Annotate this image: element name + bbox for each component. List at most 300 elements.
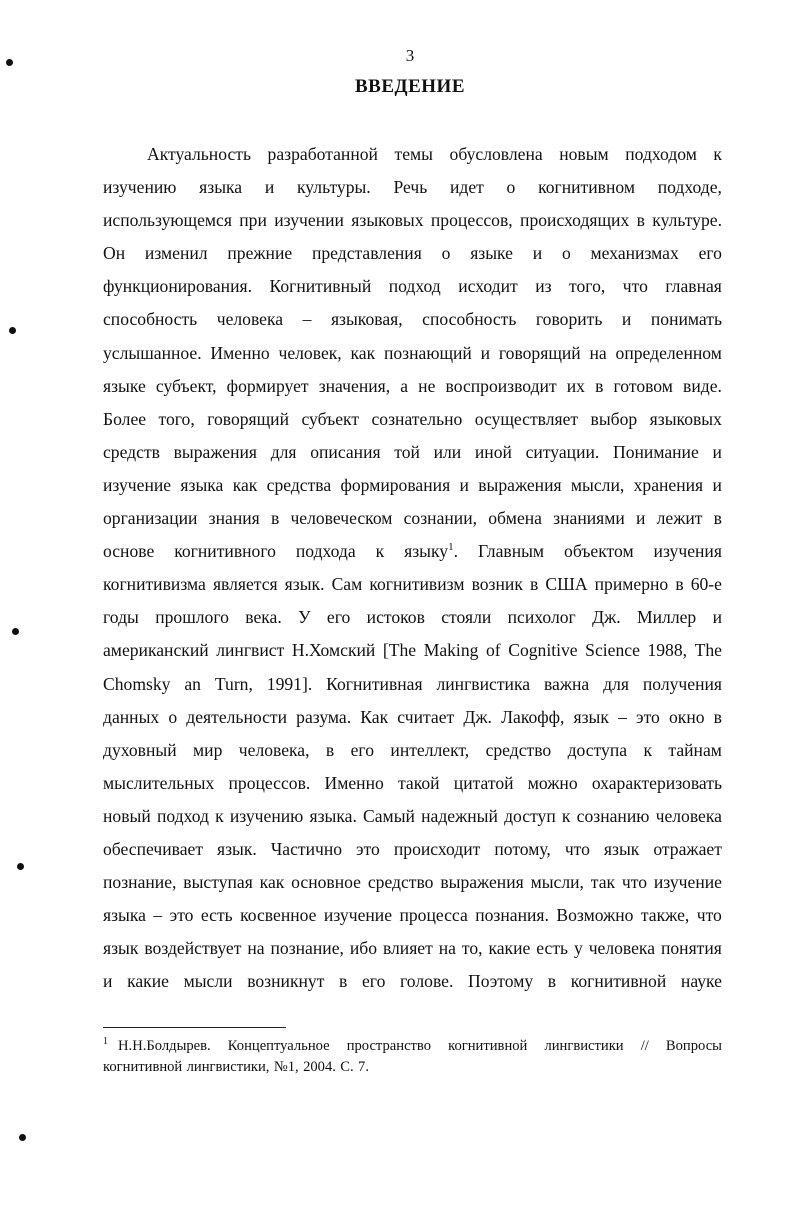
word: деятельности bbox=[186, 706, 288, 727]
word: обеспечивает bbox=[103, 838, 204, 859]
word: язык bbox=[603, 838, 640, 859]
page-number: 3 bbox=[405, 46, 415, 65]
word: не bbox=[418, 375, 436, 396]
word: для bbox=[603, 673, 629, 694]
word: изучение bbox=[653, 872, 722, 893]
word: к bbox=[713, 144, 722, 164]
word: разработанной bbox=[267, 144, 378, 164]
word: выражения bbox=[440, 872, 524, 893]
word: есть bbox=[200, 905, 233, 926]
word: основное bbox=[291, 872, 361, 893]
word: возник bbox=[471, 574, 523, 595]
word: познание, bbox=[270, 938, 344, 959]
word: Миллер bbox=[636, 607, 697, 628]
word: сознанию bbox=[576, 805, 650, 826]
word-text: Н.Н.Болдырев. bbox=[118, 1038, 211, 1054]
word: Речь bbox=[393, 177, 428, 198]
word: of bbox=[485, 640, 501, 661]
word: человека bbox=[216, 309, 284, 330]
word: говорящий bbox=[207, 408, 290, 429]
word: и bbox=[636, 508, 646, 529]
word: темы bbox=[394, 144, 433, 164]
paragraph-line bbox=[103, 204, 722, 237]
word: изучение bbox=[323, 905, 393, 926]
paragraph-line bbox=[103, 866, 722, 899]
word: примерно bbox=[594, 574, 669, 595]
paragraph-line bbox=[103, 403, 722, 436]
word: подходом bbox=[625, 144, 697, 164]
word: так bbox=[590, 872, 616, 893]
word: культуры. bbox=[296, 177, 371, 198]
paragraph-line bbox=[103, 568, 722, 601]
word: ибо bbox=[349, 938, 378, 959]
word: Частично bbox=[270, 838, 343, 859]
word: отражает bbox=[653, 838, 722, 859]
word: иной bbox=[474, 441, 512, 462]
word: мыслительных bbox=[103, 772, 215, 793]
word: а bbox=[400, 375, 409, 396]
word: Более bbox=[103, 408, 147, 429]
word: представления bbox=[311, 243, 422, 264]
word: исходит bbox=[458, 276, 518, 297]
footnote-line bbox=[103, 1036, 722, 1057]
word: процессов. bbox=[228, 772, 311, 793]
word: человека bbox=[655, 805, 722, 826]
word: на bbox=[589, 342, 607, 363]
word: века. bbox=[245, 607, 282, 628]
word: выражения bbox=[173, 441, 258, 462]
word: лингвистики bbox=[544, 1038, 624, 1054]
word: пространство bbox=[346, 1038, 432, 1054]
word: №1, bbox=[273, 1059, 299, 1075]
word: 2004. bbox=[303, 1059, 336, 1075]
word: когнитивной bbox=[448, 1038, 528, 1054]
word: обмена bbox=[488, 508, 542, 529]
word: охарактеризовать bbox=[591, 772, 722, 793]
word: главная bbox=[665, 276, 722, 297]
word: выражения bbox=[478, 474, 562, 495]
paragraph-line bbox=[103, 767, 722, 800]
paragraph-line bbox=[103, 932, 722, 965]
word: выбор bbox=[590, 408, 638, 429]
word: идет bbox=[449, 177, 484, 198]
paragraph-line bbox=[103, 668, 722, 701]
word: 1991]. bbox=[266, 673, 313, 694]
binding-hole-dot bbox=[17, 863, 24, 870]
word: воспроизводит bbox=[445, 375, 557, 396]
word: 60-е bbox=[690, 574, 722, 595]
word: понятия bbox=[660, 938, 722, 959]
word: Когнитивный bbox=[269, 276, 372, 297]
word: – bbox=[618, 706, 627, 727]
word: изучении bbox=[274, 210, 344, 231]
word: происходит bbox=[393, 838, 481, 859]
word: основе bbox=[103, 541, 155, 562]
word: о bbox=[441, 243, 451, 264]
word: и bbox=[712, 441, 722, 462]
word: – bbox=[153, 905, 163, 926]
word: в bbox=[339, 971, 348, 992]
word: когнитивного bbox=[174, 541, 276, 562]
word: формирования bbox=[340, 474, 451, 495]
word: Поэтому bbox=[468, 971, 534, 992]
word: мысли bbox=[183, 971, 233, 992]
word: языку$^1$. bbox=[404, 541, 459, 562]
word: Как bbox=[360, 706, 389, 727]
word: в bbox=[675, 574, 684, 595]
word: когнитивной bbox=[570, 971, 667, 992]
word: объектом bbox=[564, 541, 634, 562]
footnote-reference-punctuation: . bbox=[453, 541, 459, 562]
word: того, bbox=[569, 276, 606, 297]
word: средства bbox=[266, 474, 332, 495]
word: познающий bbox=[383, 342, 472, 363]
word: есть bbox=[536, 938, 569, 959]
word: Chomsky bbox=[103, 673, 171, 694]
word: в bbox=[270, 508, 280, 529]
word: субъект, bbox=[155, 375, 217, 396]
word: их bbox=[566, 375, 585, 396]
word: лежит bbox=[656, 508, 703, 529]
word: это bbox=[636, 706, 660, 727]
word: языке bbox=[103, 375, 146, 396]
word: Самый bbox=[363, 805, 415, 826]
word: в bbox=[636, 210, 645, 231]
word: виде. bbox=[683, 375, 722, 396]
word: познание, bbox=[103, 872, 177, 893]
word: является bbox=[212, 574, 278, 595]
word: лингвист bbox=[216, 640, 285, 661]
paragraph-line bbox=[103, 833, 722, 866]
word: новый bbox=[103, 805, 151, 826]
word: готовом bbox=[613, 375, 673, 396]
word: С. bbox=[340, 1059, 354, 1075]
word: Вопросы bbox=[665, 1038, 722, 1054]
word: тайнам bbox=[668, 739, 722, 760]
word: что bbox=[564, 838, 590, 859]
word: и bbox=[532, 243, 543, 264]
word: в bbox=[713, 508, 722, 529]
word: языка bbox=[103, 905, 146, 926]
word: духовный bbox=[103, 739, 177, 760]
word: подходе, bbox=[657, 177, 722, 198]
word: что bbox=[696, 905, 722, 926]
word: то, bbox=[461, 938, 483, 959]
word: человек, bbox=[278, 342, 342, 363]
word: подход bbox=[156, 805, 209, 826]
word: // bbox=[640, 1038, 649, 1054]
word: когнитивизм bbox=[369, 574, 465, 595]
word: Когнитивная bbox=[326, 673, 423, 694]
footnote-reference[interactable]: 1 bbox=[448, 541, 454, 554]
word: о bbox=[561, 243, 571, 264]
word: к bbox=[561, 805, 571, 826]
word: язык. bbox=[217, 838, 257, 859]
word: сознательно bbox=[371, 408, 463, 429]
body-text bbox=[103, 138, 722, 998]
word: что bbox=[622, 276, 648, 297]
word: прежние bbox=[227, 243, 293, 264]
word: и bbox=[712, 607, 722, 628]
word: Дж. bbox=[592, 607, 621, 628]
word: голове. bbox=[400, 971, 454, 992]
word: также, bbox=[640, 905, 690, 926]
word: говорящий bbox=[498, 342, 581, 363]
word: потому, bbox=[494, 838, 551, 859]
word: ситуации. bbox=[525, 441, 600, 462]
word: 7. bbox=[358, 1059, 369, 1075]
word: сознании, bbox=[403, 508, 478, 529]
word: считает bbox=[397, 706, 455, 727]
word: язык bbox=[103, 938, 139, 959]
paragraph-line bbox=[103, 303, 722, 336]
word: на bbox=[247, 938, 265, 959]
word: о bbox=[168, 706, 178, 727]
word: Turn, bbox=[214, 673, 253, 694]
word: Актуальность bbox=[147, 144, 251, 164]
word: доступа bbox=[567, 739, 628, 760]
word: выступая bbox=[183, 872, 253, 893]
footnote bbox=[103, 1036, 722, 1078]
word: механизмах bbox=[590, 243, 679, 264]
word: – bbox=[302, 309, 312, 330]
word: осуществляет bbox=[474, 408, 579, 429]
paragraph-line bbox=[103, 535, 722, 568]
paragraph-line bbox=[103, 965, 722, 998]
word: языковая, bbox=[330, 309, 403, 330]
paragraph-line bbox=[103, 899, 722, 932]
word: интеллект, bbox=[390, 739, 470, 760]
word: как bbox=[259, 872, 285, 893]
word: для bbox=[270, 441, 297, 462]
word: какие bbox=[488, 938, 531, 959]
footnote-divider bbox=[103, 1027, 286, 1028]
word: средство bbox=[367, 872, 434, 893]
word: как bbox=[350, 342, 376, 363]
word: когнитивном bbox=[538, 177, 635, 198]
word: как bbox=[232, 474, 258, 495]
word: Именно bbox=[210, 342, 270, 363]
word: an bbox=[184, 673, 201, 694]
paragraph-line bbox=[103, 469, 722, 502]
word: к bbox=[215, 805, 224, 826]
word: Лакофф, bbox=[501, 706, 565, 727]
word: происходящих bbox=[520, 210, 630, 231]
paragraph-line bbox=[103, 502, 722, 535]
word: функционирования. bbox=[103, 276, 252, 297]
word: годы bbox=[103, 607, 139, 628]
word: Science bbox=[585, 640, 640, 661]
word: Н.Хомский bbox=[291, 640, 376, 661]
word: из bbox=[535, 276, 552, 297]
paragraph-line bbox=[103, 436, 722, 469]
word: знаниями bbox=[553, 508, 625, 529]
word: в bbox=[547, 971, 557, 992]
word: Понимание bbox=[612, 441, 699, 462]
word: истоков bbox=[366, 607, 425, 628]
paragraph-line bbox=[103, 634, 722, 667]
word: американский bbox=[103, 640, 209, 661]
word: доступ bbox=[504, 805, 556, 826]
word: США bbox=[545, 574, 588, 595]
word: использующемся bbox=[103, 210, 232, 231]
paragraph-line bbox=[103, 237, 722, 270]
word: на bbox=[438, 938, 456, 959]
word: мысли, bbox=[530, 872, 584, 893]
word: какие bbox=[127, 971, 169, 992]
word: в bbox=[529, 574, 539, 595]
word: изучение bbox=[103, 474, 172, 495]
word: или bbox=[433, 441, 462, 462]
paragraph-line bbox=[103, 270, 722, 303]
word: к bbox=[643, 739, 653, 760]
word: стояли bbox=[441, 607, 492, 628]
word: это bbox=[169, 905, 194, 926]
word: изменил bbox=[144, 243, 208, 264]
word: языковых bbox=[351, 210, 424, 231]
footnote-line bbox=[103, 1057, 722, 1078]
word: понимать bbox=[650, 309, 722, 330]
word: субъект bbox=[301, 408, 360, 429]
word: можно bbox=[527, 772, 578, 793]
paragraph-line bbox=[103, 734, 722, 767]
word: формирует bbox=[226, 375, 309, 396]
word: у bbox=[573, 938, 583, 959]
paragraph-line bbox=[103, 138, 722, 171]
word: процессов, bbox=[430, 210, 513, 231]
word: и bbox=[712, 474, 722, 495]
word: обусловлена bbox=[449, 144, 543, 164]
word: говорить bbox=[535, 309, 603, 330]
word: услышанное. bbox=[103, 342, 202, 363]
word: косвенное bbox=[240, 905, 317, 926]
word: способность bbox=[103, 309, 198, 330]
word: в bbox=[595, 375, 604, 396]
word: данных bbox=[103, 706, 160, 727]
word: The bbox=[694, 640, 722, 661]
word: мир bbox=[193, 739, 223, 760]
word: его bbox=[350, 739, 375, 760]
word: и bbox=[480, 342, 491, 363]
word: психолог bbox=[507, 607, 576, 628]
word: изучения bbox=[653, 541, 722, 562]
word: в bbox=[325, 739, 335, 760]
word: определенном bbox=[615, 342, 722, 363]
word: возникнут bbox=[247, 971, 325, 992]
word: изучению bbox=[229, 805, 304, 826]
word: Сам bbox=[331, 574, 363, 595]
word: организации bbox=[103, 508, 198, 529]
word: надежный bbox=[421, 805, 498, 826]
footnote-marker: 1 bbox=[103, 1036, 108, 1048]
word: человека bbox=[588, 938, 656, 959]
word: и bbox=[459, 474, 469, 495]
word: [The bbox=[382, 640, 417, 661]
word: средств bbox=[103, 441, 160, 462]
word: Cognitive bbox=[508, 640, 578, 661]
word: человека, bbox=[238, 739, 310, 760]
word: той bbox=[394, 441, 420, 462]
word: подхода bbox=[295, 541, 356, 562]
word: это bbox=[356, 838, 380, 859]
paragraph-line bbox=[103, 800, 722, 833]
word: средство bbox=[485, 739, 552, 760]
word: Making bbox=[423, 640, 479, 661]
word: лингвистики, bbox=[186, 1059, 270, 1075]
paragraph-line bbox=[103, 370, 722, 403]
word: воздействует bbox=[144, 938, 242, 959]
word: науке bbox=[680, 971, 722, 992]
word: У bbox=[298, 607, 311, 628]
word: Возможно bbox=[556, 905, 634, 926]
word: что bbox=[621, 872, 648, 893]
word: подход bbox=[388, 276, 441, 297]
word: языковых bbox=[649, 408, 722, 429]
word: о bbox=[506, 177, 516, 198]
word: его bbox=[362, 971, 386, 992]
word: познания. bbox=[475, 905, 549, 926]
word: его bbox=[326, 607, 351, 628]
word: к bbox=[375, 541, 385, 562]
word: получения bbox=[642, 673, 722, 694]
word: процесса bbox=[399, 905, 468, 926]
word: язык bbox=[573, 706, 609, 727]
word: и bbox=[264, 177, 275, 198]
word: важна bbox=[543, 673, 590, 694]
word: Он bbox=[103, 243, 126, 264]
word: того, bbox=[158, 408, 195, 429]
word: такой bbox=[397, 772, 440, 793]
word: Именно bbox=[324, 772, 384, 793]
word: его bbox=[698, 243, 722, 264]
word: культуре. bbox=[652, 210, 722, 231]
word: языка. bbox=[309, 805, 357, 826]
word: знания bbox=[208, 508, 260, 529]
word: языке bbox=[470, 243, 513, 264]
binding-hole-dot bbox=[9, 327, 16, 334]
paragraph-line bbox=[103, 337, 722, 370]
word: влияет bbox=[382, 938, 433, 959]
word: описания bbox=[310, 441, 381, 462]
word: человеческом bbox=[290, 508, 393, 529]
word: языка bbox=[199, 177, 243, 198]
word: лингвистика bbox=[436, 673, 531, 694]
word: Концептуальное bbox=[227, 1038, 330, 1054]
paragraph-line bbox=[103, 601, 722, 634]
word: окно bbox=[668, 706, 705, 727]
word: способность bbox=[422, 309, 517, 330]
paragraph-line bbox=[103, 701, 722, 734]
word: язык. bbox=[284, 574, 325, 595]
word: изучению bbox=[103, 177, 177, 198]
word bbox=[103, 1036, 211, 1057]
word: мысли, bbox=[570, 474, 625, 495]
word: хранения bbox=[633, 474, 704, 495]
binding-hole-dot bbox=[12, 628, 19, 635]
word: в bbox=[713, 706, 722, 727]
word: при bbox=[239, 210, 267, 231]
word: языка bbox=[180, 474, 224, 495]
word: разума. bbox=[296, 706, 352, 727]
binding-hole-dot bbox=[19, 1134, 26, 1141]
word: и bbox=[103, 971, 113, 992]
page-title: ВВЕДЕНИЕ bbox=[355, 76, 465, 97]
paragraph-line bbox=[103, 171, 722, 204]
word: 1988, bbox=[647, 640, 688, 661]
word: когнитивной bbox=[103, 1059, 183, 1075]
word: когнитивизма bbox=[103, 574, 206, 595]
word: новым bbox=[559, 144, 609, 164]
